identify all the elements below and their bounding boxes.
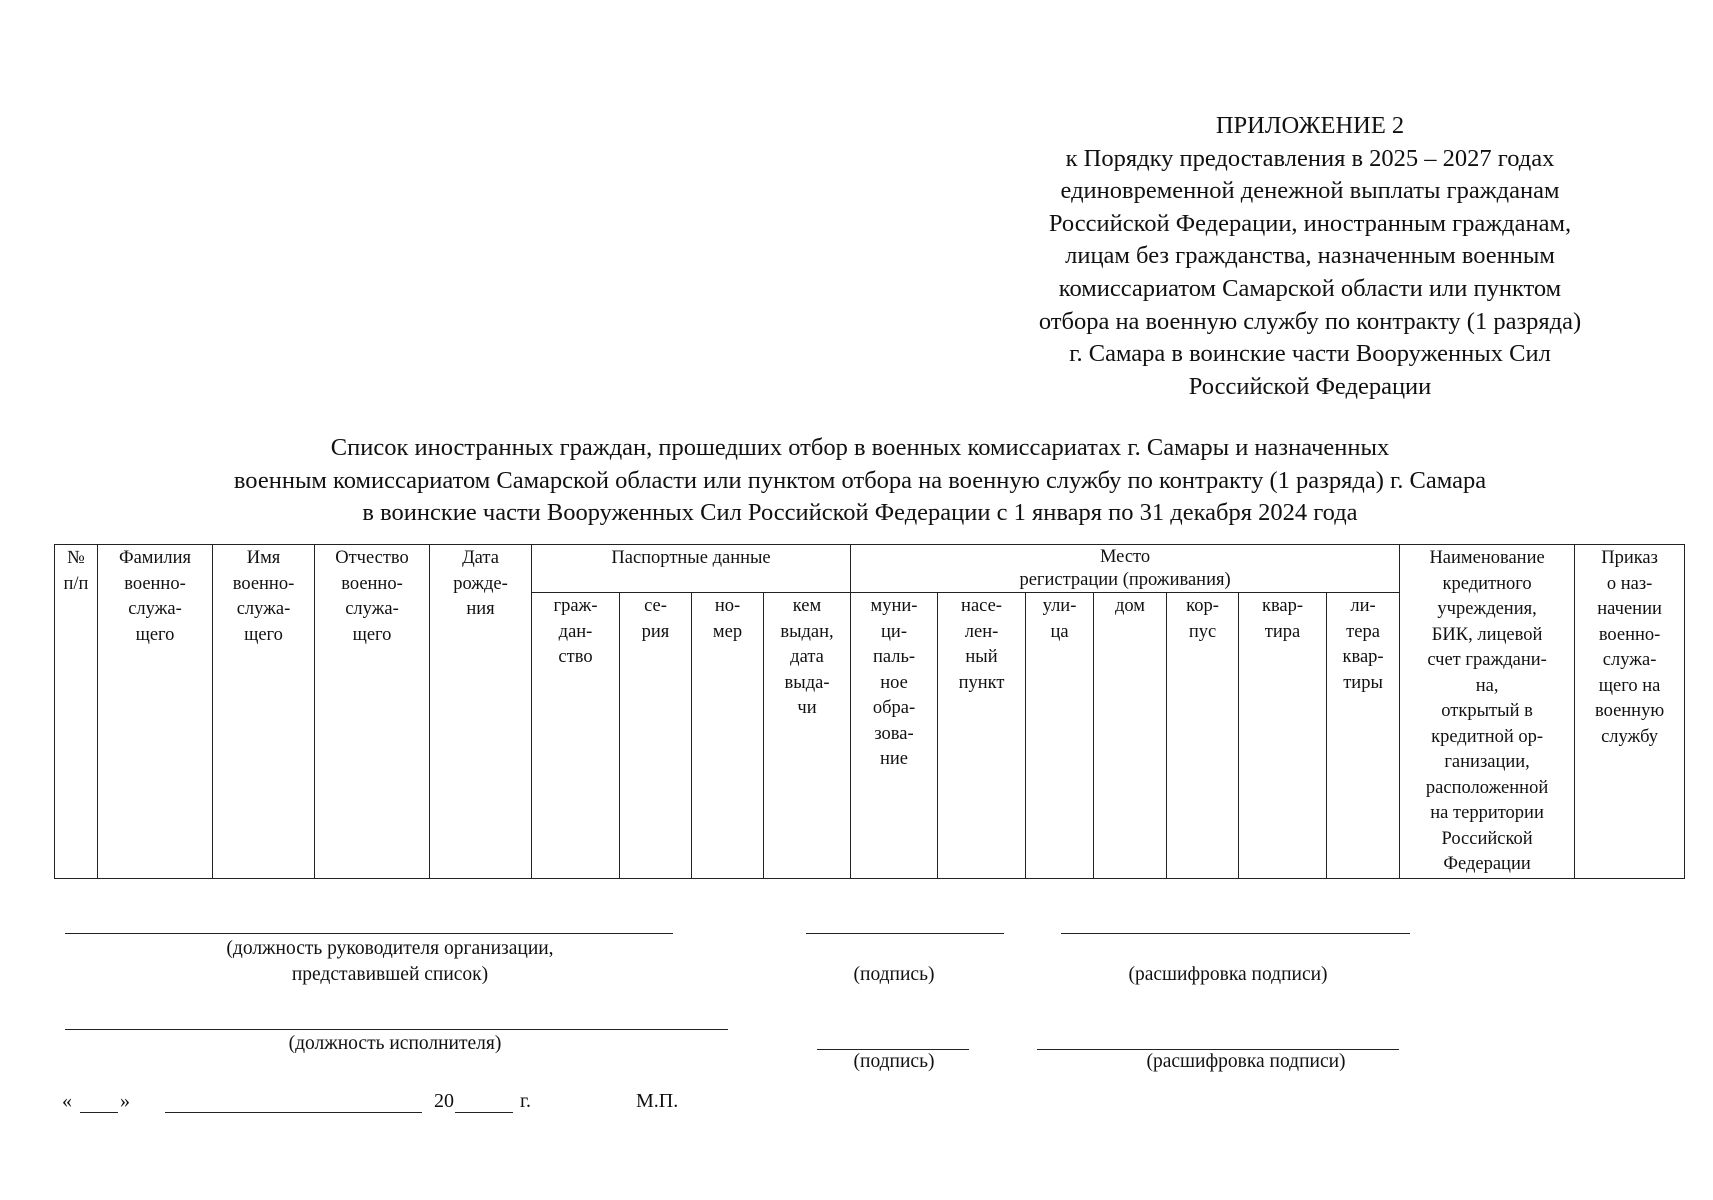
year-prefix: 20 bbox=[434, 1090, 454, 1112]
list-title bbox=[60, 432, 1660, 530]
col-birthdate-header: Дата рожде- ния bbox=[430, 545, 532, 879]
appendix-line: г. Самара в воинские части Вооруженных Сил bbox=[1069, 340, 1551, 368]
decoding-line-1 bbox=[1061, 933, 1410, 934]
quote-close: » bbox=[120, 1090, 130, 1112]
head-position-line bbox=[65, 933, 673, 934]
col-house-header: дом bbox=[1094, 593, 1167, 879]
decoding-caption-2: (расшифровка подписи) bbox=[1146, 1051, 1346, 1072]
col-name-header: Имя военно- служа- щего bbox=[213, 545, 315, 879]
col-order-header: Приказ о наз- начении военно- служа- щего на военную службу bbox=[1575, 545, 1685, 879]
appendix-line: отбора на военную службу по контракту (1 разряда) bbox=[1038, 307, 1582, 335]
appendix-header bbox=[960, 110, 1660, 403]
passport-group-header: Паспортные данные bbox=[532, 545, 851, 593]
col-building-header: кор- пус bbox=[1167, 593, 1239, 879]
col-issued-header: кем выдан, дата выда- чи bbox=[764, 593, 851, 879]
list-title-line: военным комиссариатом Самарской области или пунктом отбора на военную службу по контракту (1 разряда) г. Самара bbox=[233, 466, 1487, 494]
quote-open: « bbox=[62, 1090, 72, 1112]
col-bank-header: Наименование кредитного учреждения, БИК, лицевой счет граждани- на, открытый в кредитной ор- ганизации, расположенной на территории Российской Федерации bbox=[1400, 545, 1575, 879]
head-position-caption: (должность руководителя организации, представившей список) bbox=[226, 938, 554, 985]
appendix-line: Российской Федерации, иностранным гражданам, bbox=[1048, 209, 1572, 237]
year-suffix: г. bbox=[520, 1090, 531, 1112]
appendix-title: ПРИЛОЖЕНИЕ 2 bbox=[1215, 112, 1405, 139]
col-number-header: № п/п bbox=[55, 545, 98, 879]
col-street-header: ули- ца bbox=[1026, 593, 1094, 879]
signature-line-1 bbox=[806, 933, 1004, 934]
appendix-line: комиссариатом Самарской области или пунктом bbox=[1058, 274, 1562, 302]
appendix-line: единовременной денежной выплаты гражданам bbox=[1060, 177, 1560, 205]
executor-position-line bbox=[65, 1029, 728, 1030]
appendix-line: лицам без гражданства, назначенным военным bbox=[1065, 242, 1555, 270]
col-apartment-letter-header: ли- тера квар- тиры bbox=[1327, 593, 1400, 879]
col-surname-header: Фамилия военно- служа- щего bbox=[98, 545, 213, 879]
registration-group-header: Место регистрации (проживания) bbox=[851, 545, 1400, 593]
signature-caption-2: (подпись) bbox=[853, 1051, 935, 1072]
seal-mark: М.П. bbox=[636, 1090, 679, 1112]
list-title-line: Список иностранных граждан, прошедших отбор в военных комиссариатах г. Самары и назначенных bbox=[330, 434, 1390, 461]
year-blank-line bbox=[455, 1112, 513, 1113]
appendix-line: Российской Федерации bbox=[1188, 372, 1432, 400]
table-header-row bbox=[55, 545, 1685, 593]
decoding-caption-1: (расшифровка подписи) bbox=[1128, 964, 1328, 985]
col-apartment-header: квар- тира bbox=[1239, 593, 1327, 879]
month-blank-line bbox=[165, 1112, 422, 1113]
col-series-header: се- рия bbox=[620, 593, 692, 879]
col-settlement-header: насе- лен- ный пункт bbox=[938, 593, 1026, 879]
day-blank-line bbox=[80, 1112, 118, 1113]
registry-table bbox=[54, 544, 1685, 879]
col-patronymic-header: Отчество военно- служа- щего bbox=[315, 545, 430, 879]
appendix-line: к Порядку предоставления в 2025 – 2027 годах bbox=[1065, 144, 1555, 172]
signature-caption-1: (подпись) bbox=[853, 964, 935, 985]
col-municipality-header: муни- ци- паль- ное обра- зова- ние bbox=[851, 593, 938, 879]
col-citizenship-header: граж- дан- ство bbox=[532, 593, 620, 879]
list-title-line: в воинские части Вооруженных Сил Российской Федерации с 1 января по 31 декабря 2024 года bbox=[362, 499, 1358, 526]
col-passport-number-header: но- мер bbox=[692, 593, 764, 879]
executor-position-caption: (должность исполнителя) bbox=[288, 1033, 502, 1054]
